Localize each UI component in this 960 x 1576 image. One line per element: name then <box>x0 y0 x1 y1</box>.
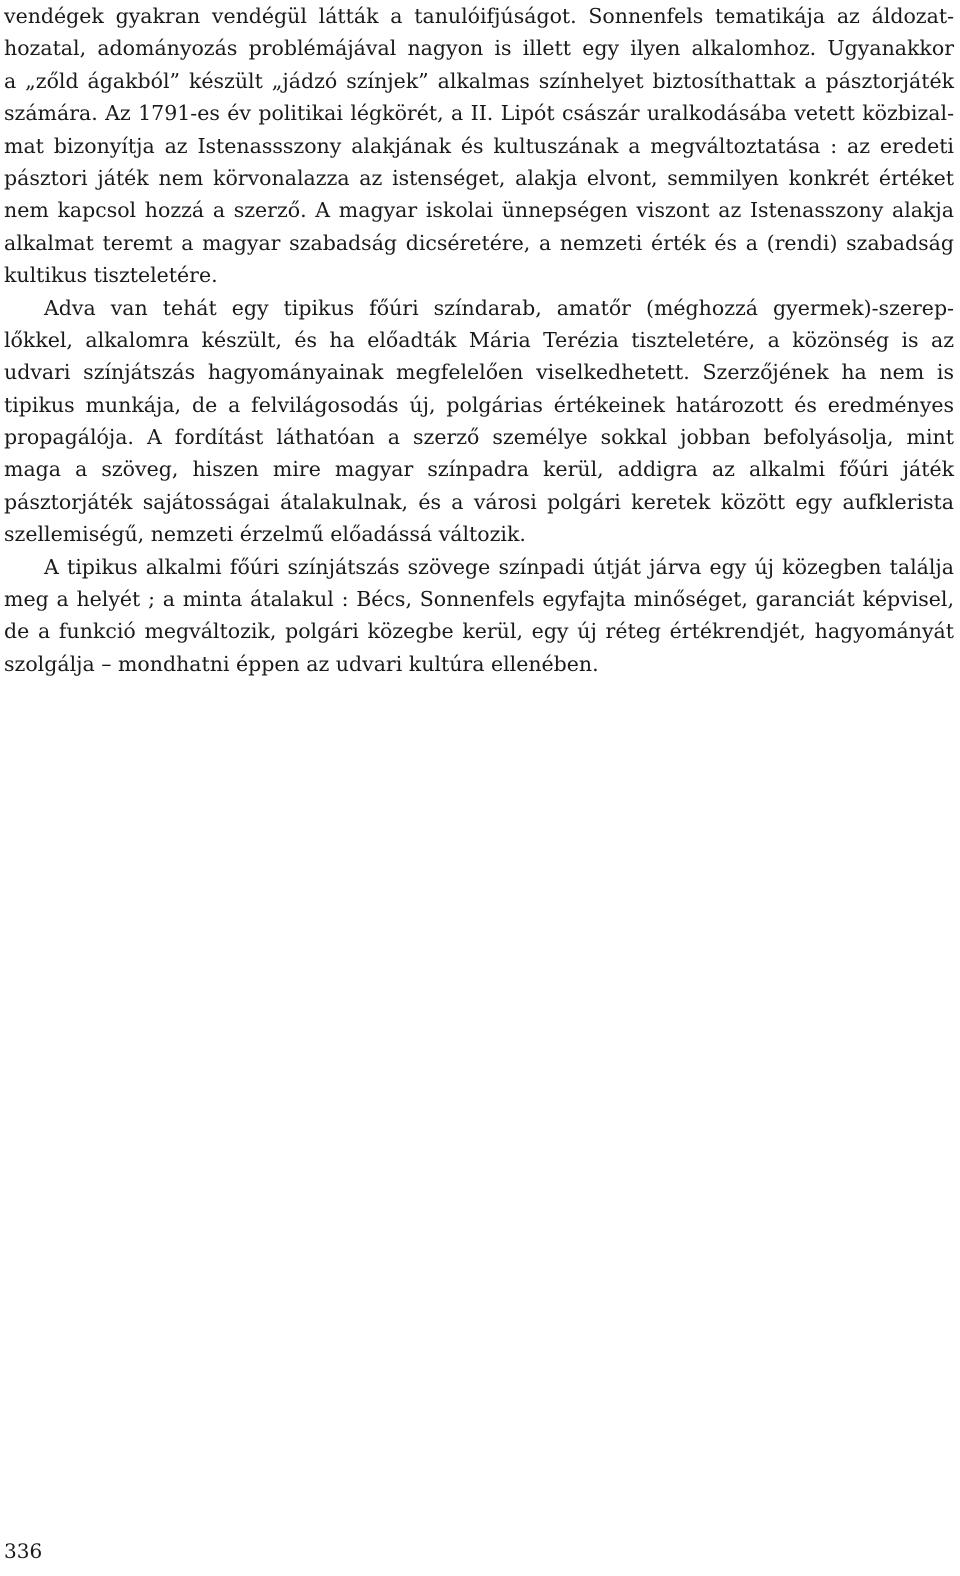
text-line: lőkkel, alkalomra készült, és ha előadták Mária Terézia tiszteletére, a közönség is az <box>4 327 954 352</box>
paragraph-1 <box>4 0 954 292</box>
text-line: szellemiségű, nemzeti érzelmű előadássá változik. <box>4 522 526 547</box>
paragraph-3 <box>4 551 954 681</box>
text-line: A tipikus alkalmi főúri színjátszás szövege színpadi útját járva egy új közegben találja <box>44 554 954 579</box>
text-line: vendégek gyakran vendégül látták a tanulóifjúságot. Sonnenfels tematikája az áldozat- <box>4 4 954 28</box>
text-line: tipikus munkája, de a felvilágosodás új, polgárias értékeinek határozott és eredményes <box>4 392 954 417</box>
page-body <box>4 0 954 680</box>
text-line: pásztorjáték sajátosságai átalakulnak, és a városi polgári keretek között egy aufklerista <box>4 489 954 514</box>
text-line: a „zőld ágakból” készült „jádzó színjek” alkalmas színhelyet biztosíthattak a pásztorjáték <box>4 68 954 93</box>
text-line: de a funkció megváltozik, polgári közegbe kerül, egy új réteg értékrendjét, hagyományát <box>4 619 954 644</box>
text-line: hozatal, adományozás problémájával nagyon is illett egy ilyen alkalomhoz. Ugyanakkor <box>4 36 954 61</box>
page-number: 336 <box>4 1539 43 1563</box>
text-line: Adva van tehát egy tipikus főúri színdarab, amatőr (méghozzá gyermek)-szerep- <box>44 295 954 320</box>
text-line: maga a szöveg, hiszen mire magyar színpadra kerül, addigra az alkalmi főúri játék <box>4 457 954 482</box>
text-line: udvari színjátszás hagyományainak megfelelően viselkedhetett. Szerzőjének ha nem is <box>4 360 954 385</box>
text-line: szolgálja – mondhatni éppen az udvari kultúra ellenében. <box>4 651 599 676</box>
text-line: mat bizonyítja az Istenassszony alakjának és kultuszának a megváltoztatása : az eredeti <box>4 133 954 158</box>
text-line: alkalmat teremt a magyar szabadság dicséretére, a nemzeti érték és a (rendi) szabadság <box>4 230 954 255</box>
text-line: számára. Az 1791-es év politikai légkörét, a II. Lipót császár uralkodásába vetett közbizal- <box>4 101 954 126</box>
text-line: propagálója. A fordítást láthatóan a szerző személye sokkal jobban befolyásolja, mint <box>4 425 954 450</box>
text-line: kultikus tiszteletére. <box>4 263 218 288</box>
paragraph-2 <box>4 292 954 551</box>
text-line: meg a helyét ; a minta átalakul : Bécs, Sonnenfels egyfajta minőséget, garanciát képvisel, <box>4 587 954 612</box>
text-line: nem kapcsol hozzá a szerző. A magyar iskolai ünnepségen viszont az Istenasszony alakja <box>4 198 954 223</box>
text-line: pásztori játék nem körvonalazza az istenséget, alakja elvont, semmilyen konkrét értéket <box>4 165 954 190</box>
